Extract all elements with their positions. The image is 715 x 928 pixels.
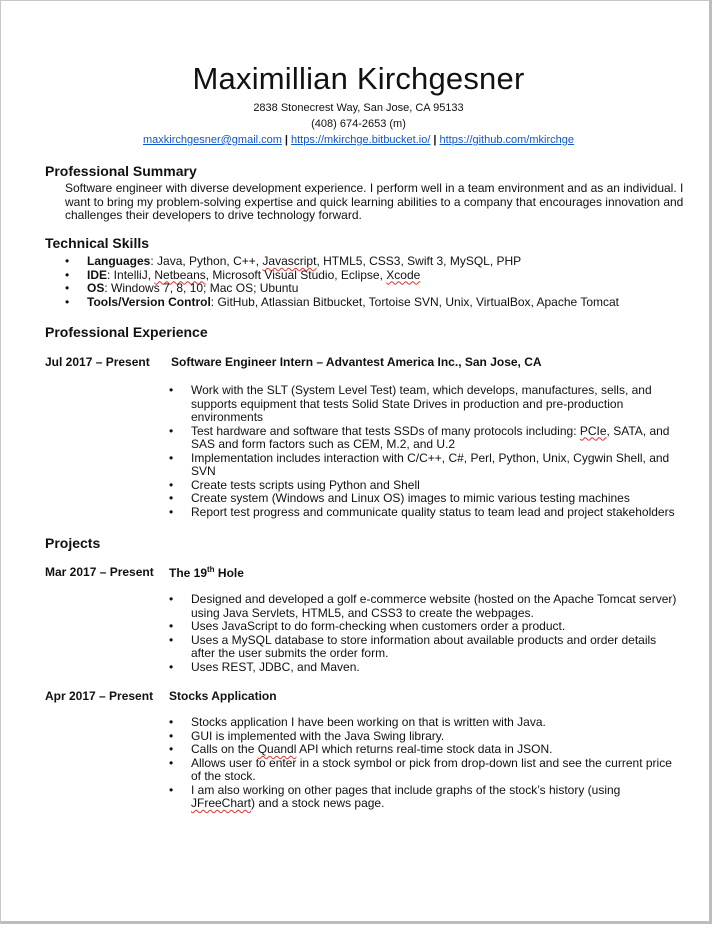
skill-item <box>65 255 685 269</box>
summary-text: Software engineer with diverse development experience. I perform well in a team environment and as an individual. I want to bring my problem-solving expertise and quick learning abilities to a company that encourages innovation and challenges their developers to drive technology forward. <box>65 181 684 222</box>
section-heading-summary: Professional Summary <box>45 163 197 179</box>
skill-item <box>65 269 685 283</box>
bullet-text: Calls on the <box>191 742 258 756</box>
skill-label: OS <box>87 281 105 295</box>
project-title: Stocks Application <box>169 689 277 703</box>
project-dates: Mar 2017 – Present <box>45 565 154 579</box>
spellcheck-word: Javascript <box>262 254 317 268</box>
project-title-text: The 19 <box>169 566 208 580</box>
bullet-item: • GUI is implemented with the Java Swing library. <box>169 730 679 744</box>
separator: | <box>284 134 288 146</box>
spellcheck-word: Quandl <box>257 742 297 756</box>
job-title: Software Engineer Intern – Advantest America Inc., San Jose, CA <box>171 355 542 369</box>
section-heading-projects: Projects <box>45 535 101 551</box>
bullet-text: , SATA, and SAS and form factors such as CEM, M.2, and U.2 <box>191 423 670 451</box>
bullet-text: I am also working on other pages that include graphs of the stock’s history (using <box>191 782 621 797</box>
skill-label: Languages <box>87 254 151 268</box>
job-dates: Jul 2017 – Present <box>45 355 150 369</box>
section-heading-skills: Technical Skills <box>45 235 150 251</box>
bullet-item: • Stocks application I have been working on that is written with Java. <box>169 716 679 730</box>
candidate-name: Maximillian Kirchgesner <box>192 61 525 96</box>
spellcheck-word: Xcode <box>386 267 421 282</box>
job-bullets <box>169 384 679 519</box>
section-heading-experience: Professional Experience <box>45 324 208 340</box>
website-link[interactable]: https://mkirchge.bitbucket.io/ <box>291 134 431 146</box>
project-title-superscript: th <box>207 565 215 574</box>
bullet-item: • Designed and developed a golf e-commerce website (hosted on the Apache Tomcat server) using Java Servlets, HTML5, and CSS3 to create the webpages. <box>169 593 679 620</box>
bullet-item: • Work with the SLT (System Level Test) team, which develops, manufactures, sells, and supports equipment that tests Solid State Drives in production and pre-production environments <box>169 384 679 425</box>
phone: (408) 674-2653 (m) <box>311 118 406 130</box>
spellcheck-word: JFreeChart <box>191 796 252 810</box>
skill-text: : IntelliJ, <box>107 267 155 282</box>
bullet-text: ) and a stock news page. <box>251 796 385 810</box>
skill-item <box>65 296 685 310</box>
project-dates: Apr 2017 – Present <box>45 689 154 703</box>
bullet-text: API which returns real-time stock data in JSON. <box>296 742 553 756</box>
skill-label: Tools/Version Control <box>87 294 211 309</box>
bullet-item: • Report test progress and communicate quality status to team lead and project stakeholders <box>169 506 679 520</box>
skills-list <box>65 255 685 309</box>
bullet-item: • Uses JavaScript to do form-checking when customers order a product. <box>169 620 679 634</box>
separator: | <box>433 134 437 146</box>
bullet-item <box>169 743 679 757</box>
project-title-text: Hole <box>214 566 244 580</box>
bullet-item: • Uses a MySQL database to store information about available products and order details after the user submits the order form. <box>169 634 679 661</box>
bullet-item: • Uses REST, JDBC, and Maven. <box>169 661 679 675</box>
bullet-item: • Allows user to enter in a stock symbol or pick from drop-down list and see the current price of the stock. <box>169 757 679 784</box>
skill-text: , Microsoft Visual Studio, Eclipse, <box>205 267 387 282</box>
bullet-item <box>169 425 679 452</box>
contact-links <box>1 134 715 146</box>
bullet-text: Test hardware and software that tests SSDs of many protocols including: <box>191 423 580 438</box>
project-title <box>169 565 244 580</box>
email-link[interactable]: maxkirchgesner@gmail.com <box>142 134 282 146</box>
bullet-item <box>169 784 679 811</box>
project-bullets <box>169 716 679 811</box>
spellcheck-word: PCIe <box>579 423 607 438</box>
github-link[interactable]: https://github.com/mkirchge <box>439 134 574 146</box>
skill-item <box>65 282 685 296</box>
skill-text: : GitHub, Atlassian Bitbucket, Tortoise SVN, Unix, VirtualBox, Apache Tomcat <box>210 294 619 309</box>
skill-text: : Windows 7, 8, 10; Mac OS; Ubuntu <box>104 281 299 295</box>
bullet-item: • Implementation includes interaction with C/C++, C#, Perl, Python, Unix, Cygwin Shell, and SVN <box>169 452 679 479</box>
bullet-item: • Create tests scripts using Python and Shell <box>169 479 679 493</box>
bullet-item: • Create system (Windows and Linux OS) images to mimic various testing machines <box>169 492 679 506</box>
project-bullets <box>169 593 679 674</box>
skill-text: , HTML5, CSS3, Swift 3, MySQL, PHP <box>316 254 522 268</box>
spellcheck-word: Netbeans <box>154 267 206 282</box>
skill-text: : Java, Python, C++, <box>150 254 263 268</box>
address: 2838 Stonecrest Way, San Jose, CA 95133 <box>253 102 464 114</box>
skill-label: IDE <box>87 267 108 282</box>
